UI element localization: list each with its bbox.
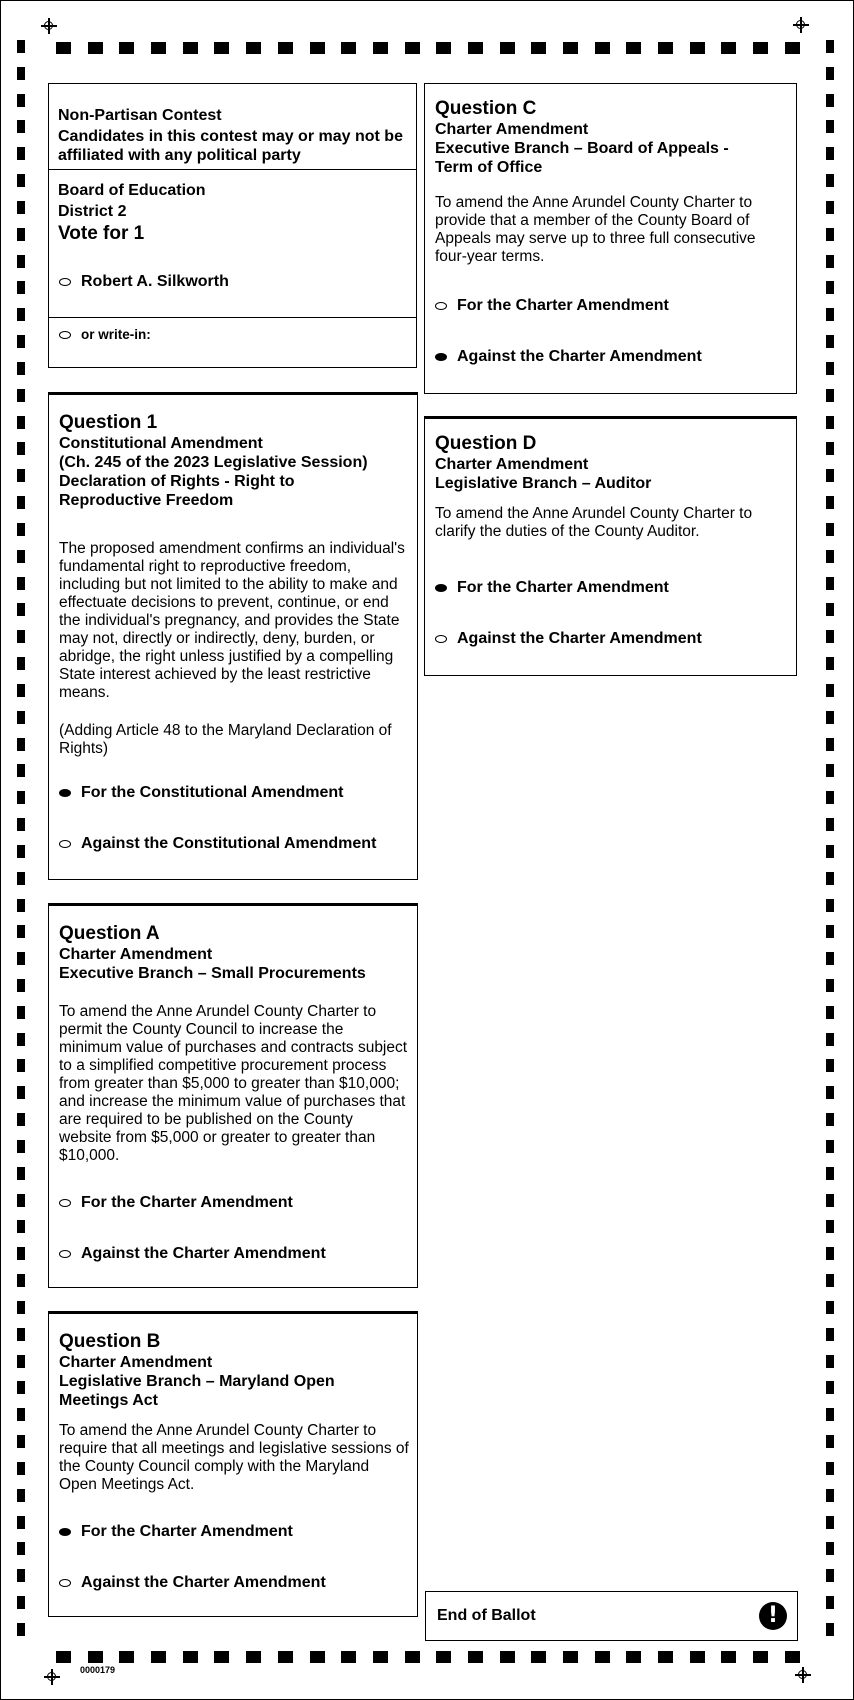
timing-mark [17, 550, 25, 563]
timing-mark [246, 42, 261, 54]
timing-mark [658, 1651, 673, 1663]
timing-mark [310, 1651, 325, 1663]
timing-mark [17, 496, 25, 509]
timing-mark [690, 1651, 705, 1663]
timing-mark [826, 1569, 834, 1582]
timing-mark [826, 899, 834, 912]
timing-mark [826, 255, 834, 268]
timing-mark [17, 764, 25, 777]
timing-mark [17, 255, 25, 268]
option-for[interactable] [435, 297, 669, 315]
timing-mark [17, 899, 25, 912]
contest-header [49, 84, 416, 170]
timing-mark [17, 1274, 25, 1287]
timing-mark [17, 416, 25, 429]
question-text: To amend the Anne Arundel County Charter to provide that a member of the County Board of Appeals may serve up to three full consecutive four-year terms. [435, 194, 756, 265]
timing-mark [826, 872, 834, 885]
timing-mark [826, 711, 834, 724]
timing-mark [563, 1651, 578, 1663]
question-title: Question C [435, 98, 537, 119]
option-against-oval[interactable] [59, 1579, 71, 1587]
timing-mark [826, 603, 834, 616]
timing-mark [721, 1651, 736, 1663]
option-against-oval[interactable] [59, 1250, 71, 1258]
timing-mark [214, 42, 229, 54]
timing-mark [17, 1542, 25, 1555]
timing-mark [17, 1435, 25, 1448]
timing-mark [17, 335, 25, 348]
timing-mark [826, 577, 834, 590]
question-1-box [48, 392, 418, 880]
option-against[interactable] [435, 630, 702, 648]
timing-mark [563, 42, 578, 54]
timing-mark [826, 335, 834, 348]
timing-mark [826, 1462, 834, 1475]
timing-mark [826, 764, 834, 777]
timing-mark [17, 94, 25, 107]
timing-mark [826, 67, 834, 80]
timing-mark [17, 1355, 25, 1368]
timing-mark [826, 818, 834, 831]
timing-mark [278, 1651, 293, 1663]
timing-mark [17, 1247, 25, 1260]
option-for[interactable] [435, 579, 669, 597]
timing-mark [17, 738, 25, 751]
exclamation-icon: ! [759, 1602, 787, 1630]
timing-mark [826, 228, 834, 241]
timing-mark [826, 952, 834, 965]
timing-mark [826, 1167, 834, 1180]
question-subtitle: Charter Amendment [435, 456, 589, 473]
writein-section [49, 317, 416, 370]
timing-mark [826, 657, 834, 670]
timing-mark [436, 42, 451, 54]
timing-mark [826, 389, 834, 402]
timing-mark [826, 469, 834, 482]
registration-crosshair-icon [44, 1669, 60, 1685]
timing-mark [826, 1542, 834, 1555]
contest-board-of-education [48, 83, 417, 368]
timing-mark [56, 42, 71, 54]
timing-mark [826, 1301, 834, 1314]
timing-mark [826, 1113, 834, 1126]
option-against-label: Against the Charter Amendment [457, 348, 702, 365]
option-for-label: For the Charter Amendment [81, 1523, 293, 1540]
timing-mark [826, 281, 834, 294]
timing-mark [17, 147, 25, 160]
timing-mark [826, 1355, 834, 1368]
timing-mark [17, 657, 25, 670]
timing-mark [753, 42, 768, 54]
timing-mark [17, 684, 25, 697]
option-for-oval[interactable] [435, 302, 447, 310]
timing-mark [826, 523, 834, 536]
timing-mark [17, 120, 25, 133]
timing-mark [436, 1651, 451, 1663]
timing-mark [826, 201, 834, 214]
option-for-oval[interactable] [435, 584, 447, 592]
question-subtitle-line3: Term of Office [435, 159, 543, 176]
timing-mark [88, 42, 103, 54]
timing-mark [341, 42, 356, 54]
option-against-oval[interactable] [435, 353, 447, 361]
question-subtitle-line3: Declaration of Rights - Right to [59, 473, 295, 490]
question-subtitle: Constitutional Amendment [59, 435, 263, 452]
timing-mark [246, 1651, 261, 1663]
timing-mark [17, 67, 25, 80]
timing-mark [310, 42, 325, 54]
end-of-ballot-label: End of Ballot [437, 1607, 536, 1624]
vote-for-instruction: Vote for 1 [58, 223, 145, 244]
timing-mark [183, 42, 198, 54]
question-text: To amend the Anne Arundel County Charter to permit the County Council to increase the minimum value of purchases and contracts subject to a simplified competitive procurement process from greater than $5,000 to greater than $10,000; and increase the minimum value of purchases that are required to be published on the County website from $5,000 or greater to greater than $10,000. [59, 1003, 408, 1164]
timing-mark [17, 362, 25, 375]
timing-mark [626, 1651, 641, 1663]
timing-marks-bottom [56, 1651, 800, 1663]
question-title: Question D [435, 433, 537, 454]
option-for-label: For the Charter Amendment [457, 579, 669, 596]
timing-mark [17, 872, 25, 885]
timing-mark [826, 1194, 834, 1207]
candidate-name: Robert A. Silkworth [81, 273, 229, 290]
timing-mark [119, 1651, 134, 1663]
timing-mark [17, 308, 25, 321]
timing-mark [17, 1140, 25, 1153]
timing-mark [17, 818, 25, 831]
timing-mark [826, 550, 834, 563]
option-against[interactable] [435, 348, 702, 366]
timing-mark [826, 1006, 834, 1019]
timing-mark [721, 42, 736, 54]
timing-mark [17, 228, 25, 241]
timing-mark [17, 925, 25, 938]
timing-mark [826, 979, 834, 992]
timing-mark [17, 442, 25, 455]
timing-mark [151, 42, 166, 54]
question-subtitle: Charter Amendment [59, 946, 213, 963]
contest-header-title: Non-Partisan Contest [58, 107, 222, 124]
timing-mark [17, 1033, 25, 1046]
timing-mark [826, 1596, 834, 1609]
timing-mark [17, 1596, 25, 1609]
timing-mark [56, 1651, 71, 1663]
district-name: District 2 [58, 203, 127, 220]
contest-header-note: Candidates in this contest may or may not be affiliated with any political party [58, 128, 403, 164]
timing-mark [17, 1408, 25, 1421]
timing-mark [500, 42, 515, 54]
timing-mark [826, 738, 834, 751]
timing-mark [17, 1194, 25, 1207]
timing-mark [826, 845, 834, 858]
option-for-label: For the Charter Amendment [81, 1194, 293, 1211]
timing-mark [826, 684, 834, 697]
option-against-oval[interactable] [59, 840, 71, 848]
timing-mark [373, 42, 388, 54]
timing-mark [826, 1033, 834, 1046]
question-text: To amend the Anne Arundel County Charter to require that all meetings and legislative sessions of the County Council comply with the Maryland Open Meetings Act. [59, 1422, 409, 1493]
timing-mark [785, 42, 800, 54]
option-for-oval[interactable] [59, 789, 71, 797]
timing-marks-right [826, 40, 834, 1636]
registration-crosshair-icon [793, 17, 809, 33]
option-against-label: Against the Charter Amendment [81, 1574, 326, 1591]
timing-mark [17, 1569, 25, 1582]
timing-mark [17, 630, 25, 643]
timing-mark [405, 1651, 420, 1663]
timing-mark [826, 362, 834, 375]
question-subtitle: Charter Amendment [435, 121, 589, 138]
timing-mark [17, 791, 25, 804]
option-for[interactable] [59, 784, 344, 802]
option-for[interactable] [59, 1523, 293, 1541]
timing-mark [119, 42, 134, 54]
timing-mark [595, 1651, 610, 1663]
registration-crosshair-icon [41, 18, 57, 34]
timing-marks-left [17, 40, 25, 1636]
timing-mark [658, 42, 673, 54]
timing-mark [531, 42, 546, 54]
timing-mark [500, 1651, 515, 1663]
option-against-label: Against the Charter Amendment [457, 630, 702, 647]
timing-mark [826, 1220, 834, 1233]
question-text: To amend the Anne Arundel County Charter to clarify the duties of the County Auditor. [435, 505, 753, 540]
timing-mark [183, 1651, 198, 1663]
timing-mark [17, 174, 25, 187]
option-against[interactable] [59, 1574, 326, 1592]
timing-mark [17, 469, 25, 482]
timing-mark [468, 42, 483, 54]
timing-mark [785, 1651, 800, 1663]
timing-mark [17, 1462, 25, 1475]
timing-mark [214, 1651, 229, 1663]
option-against-label: Against the Charter Amendment [81, 1245, 326, 1262]
timing-mark [17, 1113, 25, 1126]
timing-mark [826, 1140, 834, 1153]
timing-mark [826, 1059, 834, 1072]
question-a-box [48, 903, 418, 1288]
timing-mark [826, 94, 834, 107]
timing-mark [826, 1435, 834, 1448]
timing-mark [826, 1623, 834, 1636]
timing-mark [17, 1006, 25, 1019]
timing-mark [826, 1408, 834, 1421]
question-subtitle: Charter Amendment [59, 1354, 213, 1371]
question-subtitle-line2: Executive Branch – Small Procurements [59, 965, 366, 982]
candidate-oval[interactable] [59, 278, 71, 286]
question-text: The proposed amendment confirms an individual's fundamental right to reproductive freedom, including but not limited to the ability to make and effectuate decisions to prevent, continue, or end the individual's pregnancy, and provides the State may not, directly or indirectly, deny, burden, or abridge, the right unless justified by a compelling State interest achieved by the least restrictive means. [59, 540, 405, 701]
timing-mark [826, 1247, 834, 1260]
timing-mark [17, 1381, 25, 1394]
timing-mark [17, 845, 25, 858]
timing-mark [826, 308, 834, 321]
timing-mark [17, 389, 25, 402]
question-subtitle-line2: Legislative Branch – Maryland Open [59, 1373, 335, 1390]
timing-mark [17, 40, 25, 53]
timing-mark [826, 925, 834, 938]
timing-mark [753, 1651, 768, 1663]
question-subtitle-line2: (Ch. 245 of the 2023 Legislative Session) [59, 454, 368, 471]
question-title: Question A [59, 923, 160, 944]
timing-mark [826, 174, 834, 187]
timing-mark [17, 603, 25, 616]
writein-oval[interactable] [59, 331, 71, 339]
option-against[interactable] [59, 1245, 326, 1263]
timing-mark [17, 952, 25, 965]
timing-mark [278, 42, 293, 54]
timing-mark [17, 1059, 25, 1072]
writein-label: or write-in: [81, 327, 151, 342]
option-for-oval[interactable] [59, 1199, 71, 1207]
timing-mark [17, 979, 25, 992]
timing-mark [690, 42, 705, 54]
question-title: Question 1 [59, 412, 158, 433]
timing-mark [17, 577, 25, 590]
timing-marks-top [56, 42, 800, 54]
timing-mark [17, 1328, 25, 1341]
option-against-label: Against the Constitutional Amendment [81, 835, 377, 852]
timing-mark [826, 791, 834, 804]
timing-mark [826, 120, 834, 133]
timing-mark [373, 1651, 388, 1663]
timing-mark [88, 1651, 103, 1663]
question-c-box [424, 83, 797, 394]
question-d-box [424, 416, 797, 676]
question-subtitle-line4: Reproductive Freedom [59, 492, 234, 509]
timing-mark [17, 281, 25, 294]
option-for-label: For the Constitutional Amendment [81, 784, 344, 801]
timing-mark [826, 630, 834, 643]
timing-mark [17, 1167, 25, 1180]
timing-mark [17, 1220, 25, 1233]
option-for-label: For the Charter Amendment [457, 297, 669, 314]
question-subtitle-line3: Meetings Act [59, 1392, 158, 1409]
question-subtitle-line2: Legislative Branch – Auditor [435, 475, 652, 492]
timing-mark [826, 1489, 834, 1502]
option-against-oval[interactable] [435, 635, 447, 643]
writein-line[interactable] [79, 367, 416, 368]
timing-mark [531, 1651, 546, 1663]
timing-mark [826, 1274, 834, 1287]
timing-mark [826, 1086, 834, 1099]
timing-mark [17, 1086, 25, 1099]
end-of-ballot-box [425, 1591, 798, 1641]
timing-mark [626, 42, 641, 54]
question-title: Question B [59, 1331, 161, 1352]
option-for[interactable] [59, 1194, 293, 1212]
question-b-box [48, 1311, 418, 1617]
timing-mark [17, 201, 25, 214]
timing-mark [17, 1301, 25, 1314]
timing-mark [17, 523, 25, 536]
timing-mark [17, 1623, 25, 1636]
timing-mark [468, 1651, 483, 1663]
timing-mark [826, 147, 834, 160]
timing-mark [826, 496, 834, 509]
timing-mark [151, 1651, 166, 1663]
writein-option[interactable] [59, 327, 151, 342]
timing-mark [405, 42, 420, 54]
timing-mark [826, 40, 834, 53]
timing-mark [595, 42, 610, 54]
ballot-serial-number: 0000179 [80, 1665, 116, 1675]
office-name: Board of Education [58, 182, 206, 199]
timing-mark [826, 1516, 834, 1529]
timing-mark [17, 1489, 25, 1502]
timing-mark [826, 416, 834, 429]
timing-mark [17, 1516, 25, 1529]
timing-mark [826, 1381, 834, 1394]
timing-mark [826, 1328, 834, 1341]
timing-mark [17, 711, 25, 724]
question-note: (Adding Article 48 to the Maryland Declaration of Rights) [59, 722, 392, 757]
option-for-oval[interactable] [59, 1528, 71, 1536]
candidate-option-silkworth[interactable] [59, 273, 229, 291]
question-subtitle-line2: Executive Branch – Board of Appeals - [435, 140, 729, 157]
timing-mark [826, 442, 834, 455]
timing-mark [341, 1651, 356, 1663]
registration-crosshair-icon [795, 1667, 811, 1683]
option-against[interactable] [59, 835, 376, 853]
